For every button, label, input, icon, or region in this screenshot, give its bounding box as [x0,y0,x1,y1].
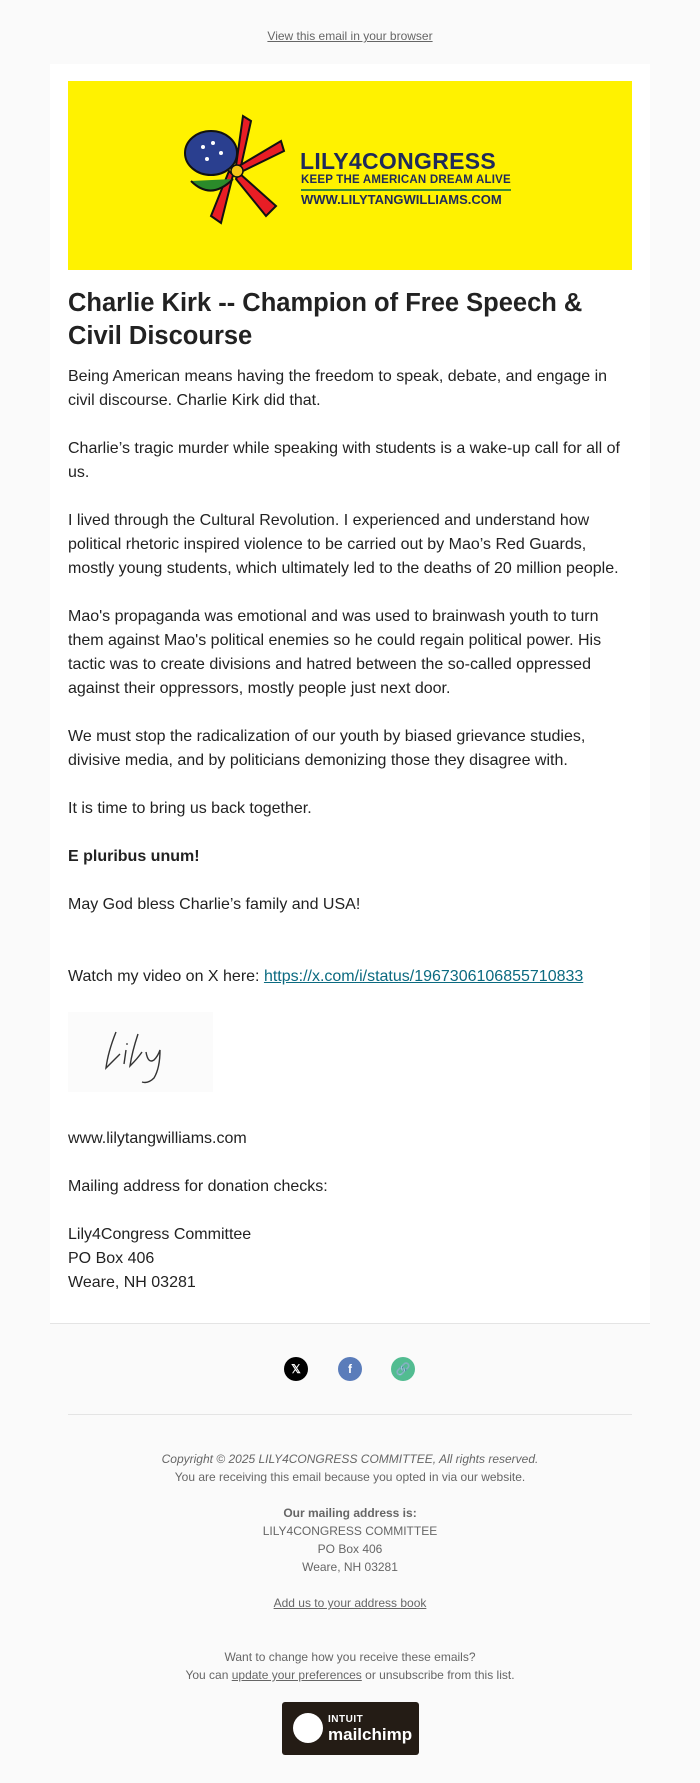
footer-address-line-2: PO Box 406 [317,1542,383,1556]
footer-copyright: Copyright © 2025 LILY4CONGRESS COMMITTEE, All rights reserved. [161,1452,539,1466]
footer-divider [68,1414,632,1415]
paragraph-5: We must stop the radicalization of our youth by biased grievance studies, divisive media, and by politicians demonizing those they disagree with. [68,728,586,769]
paragraph-6: It is time to bring us back together. [68,800,312,817]
website-text: www.lilytangwilliams.com [68,1130,247,1147]
you-can-text: You can [185,1668,232,1682]
mailchimp-logo-icon [293,1713,323,1743]
paragraph-2: Charlie’s tragic murder while speaking with students is a wake-up call for all of us. [68,440,620,481]
signature-image [68,1012,213,1092]
paragraph-1: Being American means having the freedom to speak, debate, and engage in civil discourse. Charlie Kirk did that. [68,368,608,409]
footer-change-question: Want to change how you receive these emails? [224,1650,476,1664]
address-book-link[interactable]: Add us to your address book [273,1596,427,1610]
signature-icon [68,1012,213,1092]
footer-address-heading: Our mailing address is: [283,1506,417,1520]
video-link[interactable]: https://x.com/i/status/1967306106855710833 [263,968,584,985]
mailchimp-badge-line1: INTUIT [328,1714,364,1725]
address-line-3: Weare, NH 03281 [68,1274,196,1291]
update-preferences-link[interactable]: update your preferences [231,1668,362,1682]
address-line-1: Lily4Congress Committee [68,1226,252,1243]
paragraph-4: Mao's propaganda was emotional and was used to brainwash youth to turn them against Mao's political enemies so he could regain political power. His tactic was to create divisions and hatred between the so-called oppressed against their oppressors, mostly people just next door. [68,608,602,697]
mailchimp-badge-line2: mailchimp [328,1725,413,1744]
link-icon[interactable]: 🔗 [391,1357,415,1381]
lily-flower-logo-icon [181,111,291,231]
address-line-2: PO Box 406 [68,1250,155,1267]
logo-name: LILY4CONGRESS [300,148,497,174]
footer-address-line-1: LILY4CONGRESS COMMITTEE [262,1524,438,1538]
video-line [68,965,632,989]
view-in-browser-link[interactable]: View this email in your browser [267,29,433,43]
mailchimp-badge[interactable] [282,1702,419,1755]
logo-divider [301,189,511,191]
footer-preferences-line [0,1666,700,1684]
facebook-icon[interactable]: f [338,1357,362,1381]
paragraph-7: E pluribus unum! [68,848,200,865]
card-divider [50,1323,650,1324]
footer-reason: You are receiving this email because you opted in via our website. [174,1470,526,1484]
logo-url: WWW.LILYTANGWILLIAMS.COM [301,192,502,207]
logo-tagline: KEEP THE AMERICAN DREAM ALIVE [301,174,511,186]
footer-address-line-3: Weare, NH 03281 [302,1560,398,1574]
footer-address-book-line [0,1594,700,1612]
unsubscribe-text: or unsubscribe from this list. [361,1668,515,1682]
article-title: Charlie Kirk -- Champion of Free Speech & Civil Discourse [68,289,583,350]
paragraph-8: May God bless Charlie’s family and USA! [68,896,361,913]
video-prefix: Watch my video on X here: [68,968,264,985]
paragraph-3: I lived through the Cultural Revolution. I experienced and understand how political rhetoric inspired violence to be carried out by Mao’s Red Guards, mostly young students, which ultimately led to the deaths of 20 million people. [68,512,619,577]
x-icon[interactable]: 𝕏 [284,1357,308,1381]
header-banner [68,81,632,270]
mailing-label: Mailing address for donation checks: [68,1178,328,1195]
